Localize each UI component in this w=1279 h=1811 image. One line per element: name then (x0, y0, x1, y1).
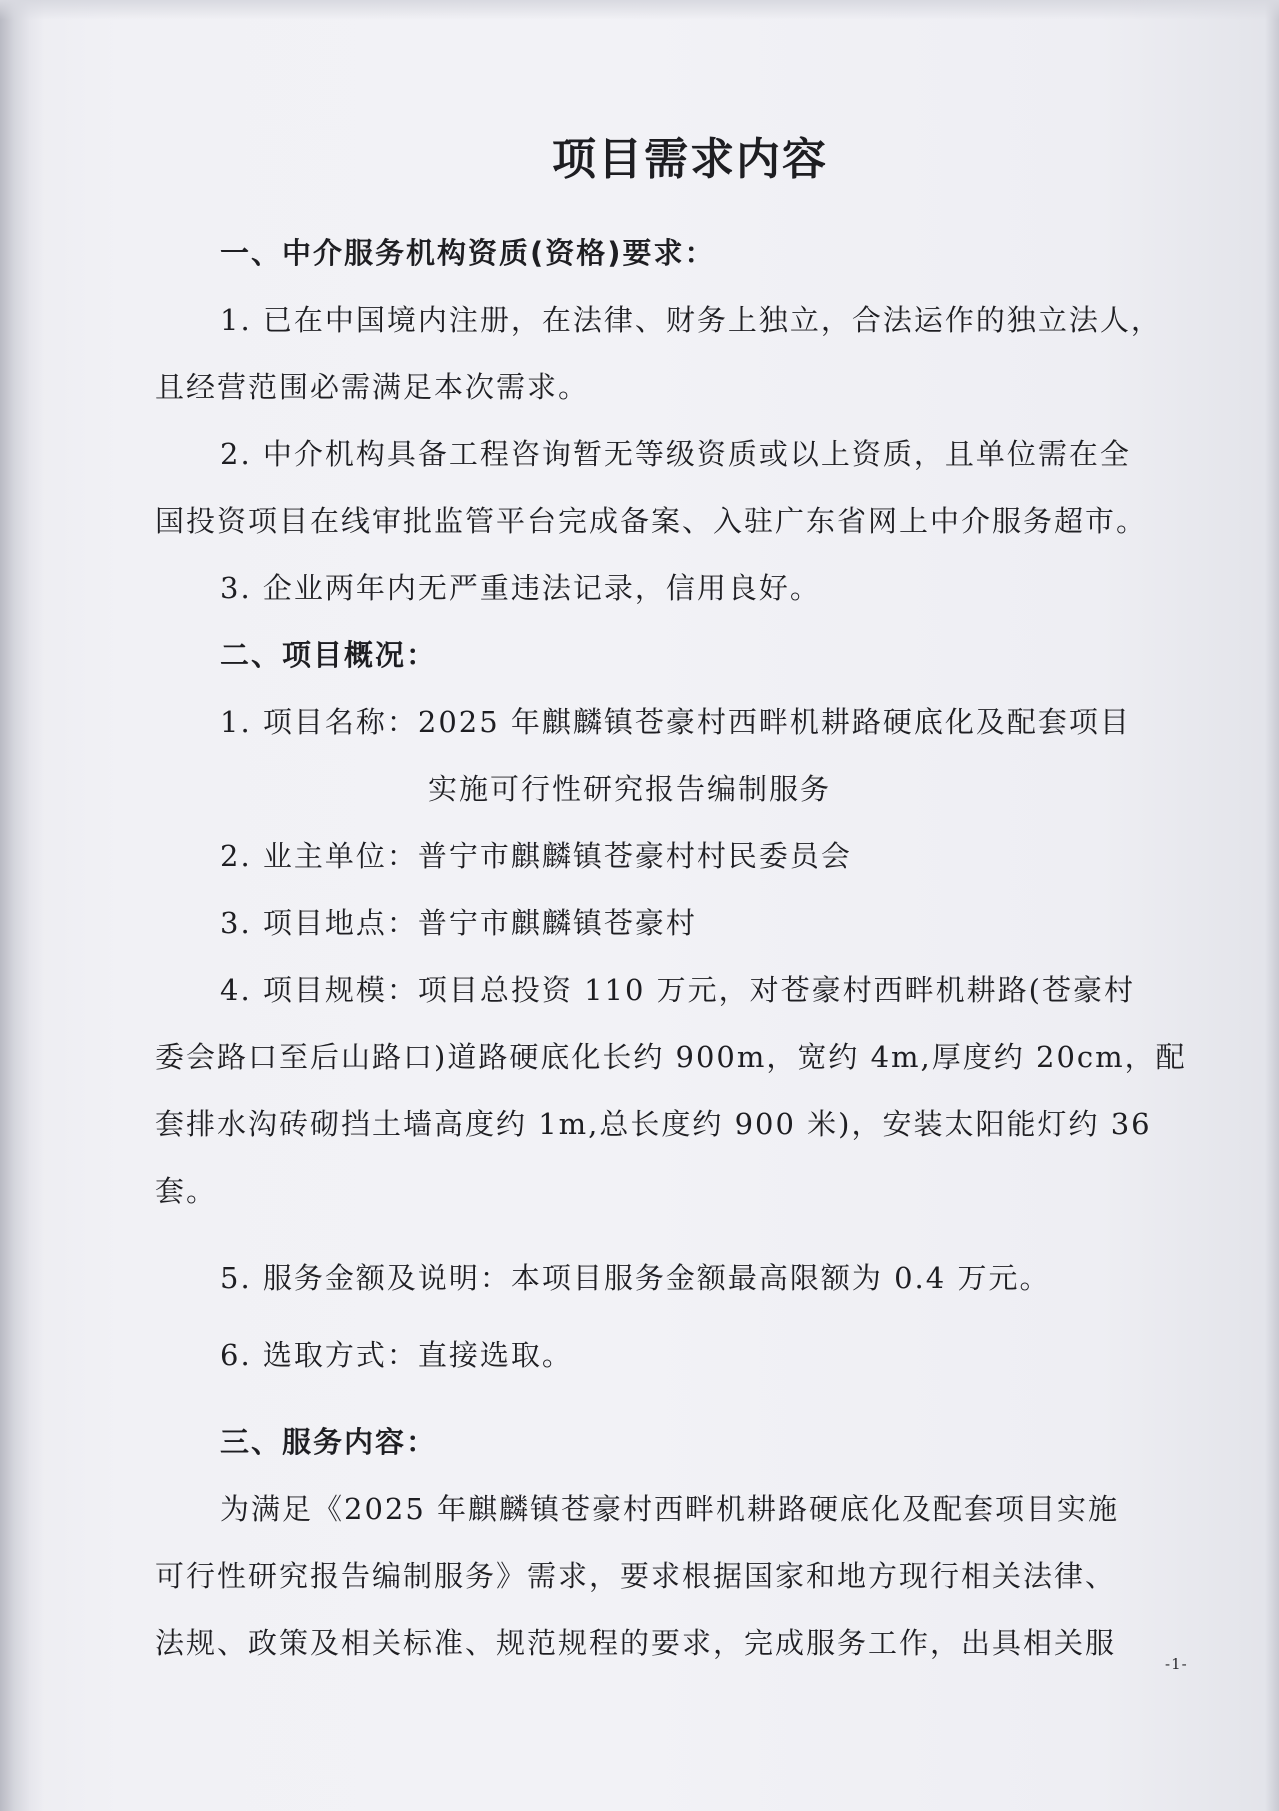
section-qualification (155, 220, 1215, 622)
section-heading: 三、服务内容： (220, 1425, 438, 1459)
paragraph-line: 为满足《2025 年麒麟镇苍豪村西畔机耕路硬底化及配套项目实施 (220, 1492, 1120, 1526)
paragraph-line: 国投资项目在线审批监管平台完成备案、入驻广东省网上中介服务超市。 (155, 504, 1148, 538)
document-body (155, 120, 1215, 1677)
project-scale-line: 委会路口至后山路口)道路硬底化长约 900m，宽约 4m,厚度约 20cm，配 (155, 1040, 1187, 1074)
paragraph-line: 可行性研究报告编制服务》需求，要求根据国家和地方现行相关法律、 (155, 1559, 1117, 1593)
section-heading: 一、中介服务机构资质(资格)要求： (220, 236, 716, 270)
page-title: 项目需求内容 (552, 134, 828, 185)
spacer (155, 1389, 1215, 1409)
paragraph-line: 法规、政策及相关标准、规范规程的要求，完成服务工作，出具相关服 (155, 1626, 1117, 1660)
project-scale-line: 套。 (155, 1174, 218, 1208)
service-amount: 5. 服务金额及说明：本项目服务金额最高限额为 0.4 万元。 (220, 1261, 1051, 1295)
paragraph-line: 2. 中介机构具备工程咨询暂无等级资质或以上资质，且单位需在全 (220, 437, 1131, 471)
paragraph-line: 3. 企业两年内无严重违法记录，信用良好。 (220, 571, 821, 605)
section-service-content (155, 1409, 1215, 1677)
project-scale-line: 4. 项目规模：项目总投资 110 万元，对苍豪村西畔机耕路(苍豪村 (220, 973, 1135, 1007)
page-number: -1- (1165, 1655, 1188, 1673)
project-location: 3. 项目地点：普宁市麒麟镇苍豪村 (220, 906, 697, 940)
project-owner: 2. 业主单位：普宁市麒麟镇苍豪村村民委员会 (220, 839, 852, 873)
top-edge-shadow (0, 0, 1279, 20)
project-scale-line: 套排水沟砖砌挡土墙高度约 1m,总长度约 900 米)，安装太阳能灯约 36 (155, 1107, 1152, 1141)
section-overview (155, 622, 1215, 1409)
selection-method: 6. 选取方式：直接选取。 (220, 1338, 573, 1372)
binding-shadow (0, 0, 44, 1811)
spacer (155, 1312, 1215, 1322)
paragraph-line: 1. 已在中国境内注册，在法律、财务上独立，合法运作的独立法人， (220, 303, 1162, 337)
page-edge-shadow (1265, 0, 1279, 1811)
project-name-continuation: 实施可行性研究报告编制服务 (428, 772, 832, 806)
spacer (155, 1225, 1215, 1245)
project-name-line: 1. 项目名称：2025 年麒麟镇苍豪村西畔机耕路硬底化及配套项目 (220, 705, 1131, 739)
paragraph-line: 且经营范围必需满足本次需求。 (155, 370, 590, 404)
section-heading: 二、项目概况： (220, 638, 438, 672)
